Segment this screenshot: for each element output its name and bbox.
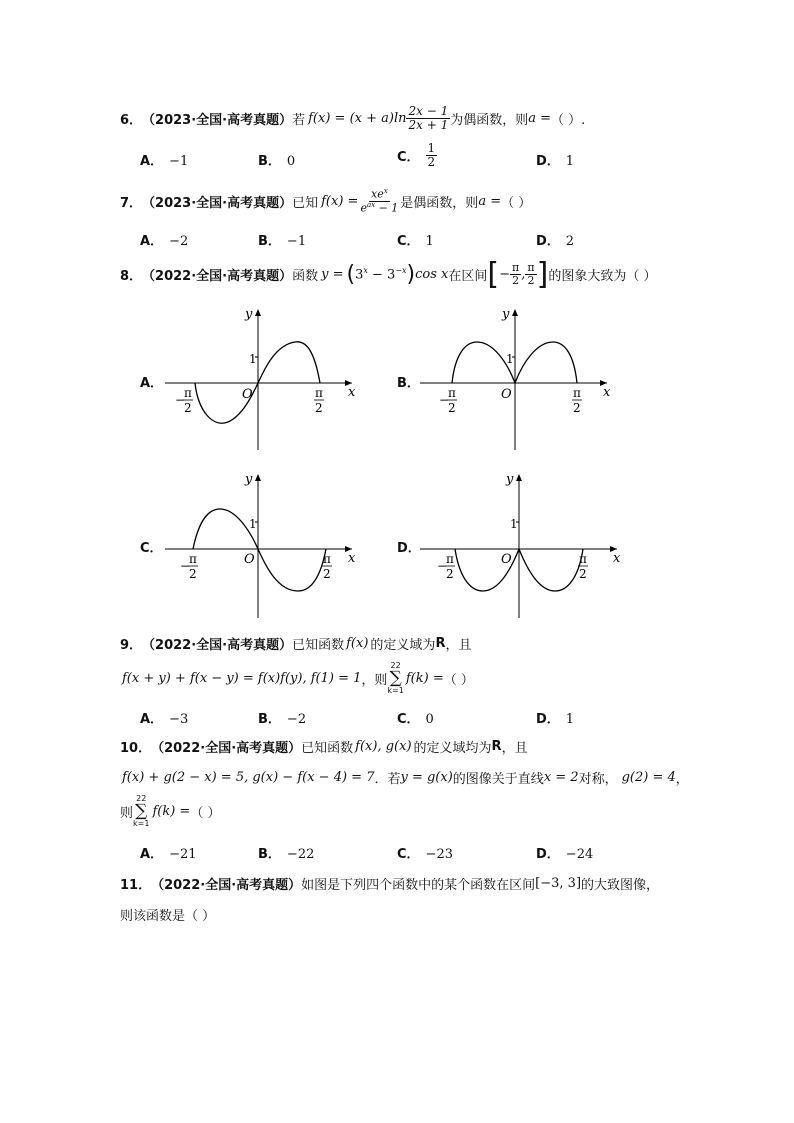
option-b[interactable] xyxy=(258,150,295,169)
question-text: 是偶函数，则 xyxy=(400,195,479,211)
question-text: 对称， xyxy=(578,772,618,787)
question-text: ，且 xyxy=(501,741,528,756)
option-value: 0 xyxy=(425,712,434,727)
question-9-equation xyxy=(122,660,474,695)
real-set: R xyxy=(491,739,502,754)
option-label: B． xyxy=(258,712,281,727)
tick-pos-pi: π xyxy=(579,552,587,566)
option-a[interactable] xyxy=(140,843,197,862)
x-label: x xyxy=(348,385,356,400)
base: 3 xyxy=(355,267,364,283)
paren-close: ) xyxy=(406,261,416,287)
function-fx: f(x) xyxy=(346,636,369,651)
bracket-close: ] xyxy=(536,256,549,292)
function-fraction xyxy=(358,188,400,213)
tick-neg-sign: − xyxy=(437,559,448,573)
sum-term: f(k) = xyxy=(152,803,191,819)
answer-paren: （ ） xyxy=(501,195,532,211)
question-source: （2023·全国·高考真题） xyxy=(142,195,293,211)
interval-left-fraction xyxy=(510,262,521,286)
question-11-line2 xyxy=(120,905,215,924)
paren-open: ( xyxy=(346,261,356,287)
option-b[interactable] xyxy=(258,230,306,249)
tick-one-label: 1 xyxy=(249,517,257,531)
option-a[interactable] xyxy=(140,150,188,169)
sigma-icon: ∑ xyxy=(135,800,148,821)
question-text: ，则 xyxy=(361,672,388,688)
function-expression: f(x) = (x + a)ln xyxy=(308,110,407,126)
x-equals-2: x = 2 xyxy=(543,770,579,785)
question-6 xyxy=(120,103,586,132)
question-11 xyxy=(120,874,659,893)
option-label: B． xyxy=(258,154,281,169)
option-c[interactable] xyxy=(397,230,434,249)
option-label: D． xyxy=(536,234,560,249)
option-label: C． xyxy=(397,149,420,165)
question-number: 7． xyxy=(120,195,143,211)
question-text: 若 xyxy=(292,112,306,128)
fraction-denominator: 2 xyxy=(427,154,436,169)
fraction-numerator: π xyxy=(527,260,535,274)
option-value: 1 xyxy=(425,234,434,249)
origin-label: O xyxy=(242,387,253,402)
option-label: D． xyxy=(536,154,560,169)
question-source: （2022·全国·高考真题） xyxy=(151,878,302,893)
graph-d[interactable] xyxy=(415,465,630,620)
log-fraction xyxy=(406,105,450,131)
answer-paren: （ ）. xyxy=(551,112,586,128)
option-label: A． xyxy=(140,234,164,249)
question-number: 10． xyxy=(120,741,152,756)
question-text: 在区间 xyxy=(448,268,488,284)
sum-upper: 22 xyxy=(390,660,401,670)
functional-equation: f(x + y) + f(x − y) = f(x)f(y), f(1) = 1 xyxy=(122,670,362,686)
sum-upper: 22 xyxy=(136,793,147,803)
option-label: C． xyxy=(397,712,420,727)
question-10 xyxy=(120,737,528,756)
question-source: （2023·全国·高考真题） xyxy=(142,112,293,128)
graph-b[interactable] xyxy=(415,300,620,455)
y-label: y xyxy=(502,307,510,322)
question-10-sum xyxy=(120,793,221,828)
fraction-denominator: 2x + 1 xyxy=(408,117,449,132)
x-label: x xyxy=(603,385,611,400)
tick-one-label: 1 xyxy=(249,352,257,366)
numerator-exponent: x xyxy=(383,187,388,196)
denominator-base: e xyxy=(360,201,367,215)
question-text: 的定义域为 xyxy=(370,638,436,653)
question-text: 的大致图像， xyxy=(581,878,660,893)
tick-pos-pi: π xyxy=(573,386,581,400)
bracket-open: [ xyxy=(487,256,500,292)
question-text: 的定义域均为 xyxy=(413,741,492,756)
option-label: C． xyxy=(140,541,163,556)
option-a[interactable] xyxy=(140,708,188,727)
option-value: −1 xyxy=(169,154,189,169)
sum-term: f(k) = xyxy=(405,670,444,686)
tick-neg-pi: π xyxy=(446,552,454,566)
g-of-2: g(2) = 4 xyxy=(621,770,676,785)
y-arrow xyxy=(255,474,261,481)
tick-neg-pi: π xyxy=(189,552,197,566)
interval-separator: , xyxy=(521,266,526,282)
denominator-exponent: ax xyxy=(366,200,376,209)
question-number: 8． xyxy=(120,268,143,284)
y-label: y xyxy=(245,307,253,322)
cos-term: cos x xyxy=(415,266,449,282)
option-value: −23 xyxy=(425,847,453,862)
question-7 xyxy=(120,188,531,214)
option-d[interactable] xyxy=(536,708,574,727)
option-label: B． xyxy=(258,234,281,249)
option-label: A． xyxy=(140,376,164,391)
sum-lower: k=1 xyxy=(387,685,404,695)
question-source: （2022·全国·高考真题） xyxy=(151,741,302,756)
question-number: 9． xyxy=(120,638,143,653)
option-value: −1 xyxy=(286,234,307,249)
origin-label: O xyxy=(501,387,512,402)
interval-right-fraction xyxy=(525,262,536,286)
exponent: x xyxy=(363,265,368,275)
function-fg: f(x), g(x) xyxy=(355,739,412,754)
graph-c[interactable] xyxy=(160,465,365,620)
y-equals-gx: y = g(x) xyxy=(400,770,453,785)
y-arrow xyxy=(512,309,518,316)
question-text: 的图象大致为（ ） xyxy=(548,268,657,284)
option-label: A． xyxy=(140,712,164,727)
question-text: 如图是下列四个函数中的某个函数在区间 xyxy=(301,878,536,893)
option-label: D． xyxy=(397,541,421,556)
interval-minus: − xyxy=(499,266,511,282)
option-label: B． xyxy=(258,847,281,862)
option-a[interactable] xyxy=(140,230,188,249)
question-text: ，且 xyxy=(445,638,472,653)
tick-neg-sign: − xyxy=(439,393,450,407)
answer-paren: （ ） xyxy=(443,672,474,688)
question-text: 函数 xyxy=(292,268,319,284)
fraction-numerator: 2x − 1 xyxy=(408,103,449,118)
fraction-denominator: 2 xyxy=(527,273,535,287)
question-text: 已知函数 xyxy=(301,741,354,756)
tick-neg-two: 2 xyxy=(446,567,454,581)
sigma-icon: ∑ xyxy=(389,667,402,688)
option-d[interactable] xyxy=(536,150,574,169)
tick-neg-sign: − xyxy=(175,393,186,407)
option-d[interactable] xyxy=(536,843,593,862)
option-value: 1 xyxy=(565,154,575,169)
option-value: −2 xyxy=(169,234,189,249)
option-label: B． xyxy=(397,376,420,391)
option-label: D． xyxy=(536,847,560,862)
question-number: 11． xyxy=(120,878,152,893)
tick-neg-pi: π xyxy=(448,386,456,400)
tick-pos-pi: π xyxy=(323,552,331,566)
fraction-denominator: 2 xyxy=(512,273,520,287)
summation xyxy=(133,795,149,828)
option-fraction xyxy=(426,142,438,168)
minus-base: − 3 xyxy=(367,267,396,283)
question-10-equation xyxy=(122,768,689,787)
tick-neg-two: 2 xyxy=(184,401,192,415)
exponent: −x xyxy=(395,265,407,275)
option-value: 1 xyxy=(565,712,575,727)
function-term-a xyxy=(355,266,406,282)
question-8 xyxy=(120,256,657,292)
question-source: （2022·全国·高考真题） xyxy=(142,268,293,284)
fraction-numerator: 1 xyxy=(427,141,436,155)
tick-pos-two: 2 xyxy=(573,401,581,415)
option-b[interactable] xyxy=(258,708,306,727)
option-value: −24 xyxy=(565,847,594,862)
summation xyxy=(387,662,403,695)
question-text: 则该函数是（ ） xyxy=(120,909,216,924)
function-expression: f(x) = xyxy=(321,193,359,209)
sum-lower: k=1 xyxy=(133,818,150,828)
function-curve xyxy=(193,509,326,591)
graph-a[interactable] xyxy=(160,300,365,455)
question-number: 6． xyxy=(120,112,143,128)
option-c[interactable] xyxy=(397,142,437,168)
option-value: 2 xyxy=(565,234,575,249)
fraction-denominator xyxy=(358,202,400,214)
tick-neg-two: 2 xyxy=(189,567,197,581)
numerator-base: xe xyxy=(371,187,384,201)
x-label: x xyxy=(348,551,356,566)
ask-expression: a = xyxy=(528,110,552,126)
option-label: C． xyxy=(397,234,420,249)
option-value: −21 xyxy=(169,847,197,862)
functional-equations: f(x) + g(2 − x) = 5, g(x) − f(x − 4) = 7 xyxy=(122,770,375,785)
tick-pos-two: 2 xyxy=(323,567,331,581)
y-label: y xyxy=(245,472,253,487)
x-label: x xyxy=(613,551,621,566)
tick-one-label: 1 xyxy=(506,352,514,366)
origin-label: O xyxy=(501,552,512,567)
option-b[interactable] xyxy=(258,843,314,862)
question-text: ．若 xyxy=(374,772,401,787)
tick-neg-sign: − xyxy=(180,559,191,573)
option-label: C． xyxy=(397,847,420,862)
answer-paren: （ ） xyxy=(190,805,221,821)
question-text: 已知函数 xyxy=(292,638,345,653)
real-set: R xyxy=(435,636,446,651)
option-d[interactable] xyxy=(536,230,574,249)
option-c[interactable] xyxy=(397,708,434,727)
y-arrow xyxy=(255,309,261,316)
option-c[interactable] xyxy=(397,843,453,862)
question-text: 已知 xyxy=(292,195,319,211)
question-text: 为偶函数，则 xyxy=(450,112,529,128)
y-label: y xyxy=(506,472,514,487)
option-value: −3 xyxy=(169,712,189,727)
option-label: A． xyxy=(140,847,164,862)
tick-pos-two: 2 xyxy=(315,401,323,415)
tick-neg-two: 2 xyxy=(448,401,456,415)
interval: [−3, 3] xyxy=(535,876,582,891)
option-value: −22 xyxy=(286,847,315,862)
option-label: A． xyxy=(140,154,164,169)
denominator-tail: − 1 xyxy=(375,201,399,215)
fraction-numerator: π xyxy=(512,260,520,274)
tick-neg-pi: π xyxy=(184,386,192,400)
tick-pos-pi: π xyxy=(315,386,323,400)
option-value: 0 xyxy=(286,154,296,169)
ask-expression: a = xyxy=(478,193,502,209)
question-text: ， xyxy=(675,772,689,787)
option-label: D． xyxy=(536,712,560,727)
option-value: −2 xyxy=(286,712,307,727)
function-y: y = xyxy=(321,266,344,282)
tick-pos-two: 2 xyxy=(579,567,587,581)
y-arrow xyxy=(516,474,522,481)
question-9 xyxy=(120,634,471,653)
tick-one-label: 1 xyxy=(510,517,518,531)
question-text: 的图像关于直线 xyxy=(452,772,544,787)
question-text: 则 xyxy=(120,805,134,821)
origin-label: O xyxy=(244,552,255,567)
question-source: （2022·全国·高考真题） xyxy=(142,638,293,653)
